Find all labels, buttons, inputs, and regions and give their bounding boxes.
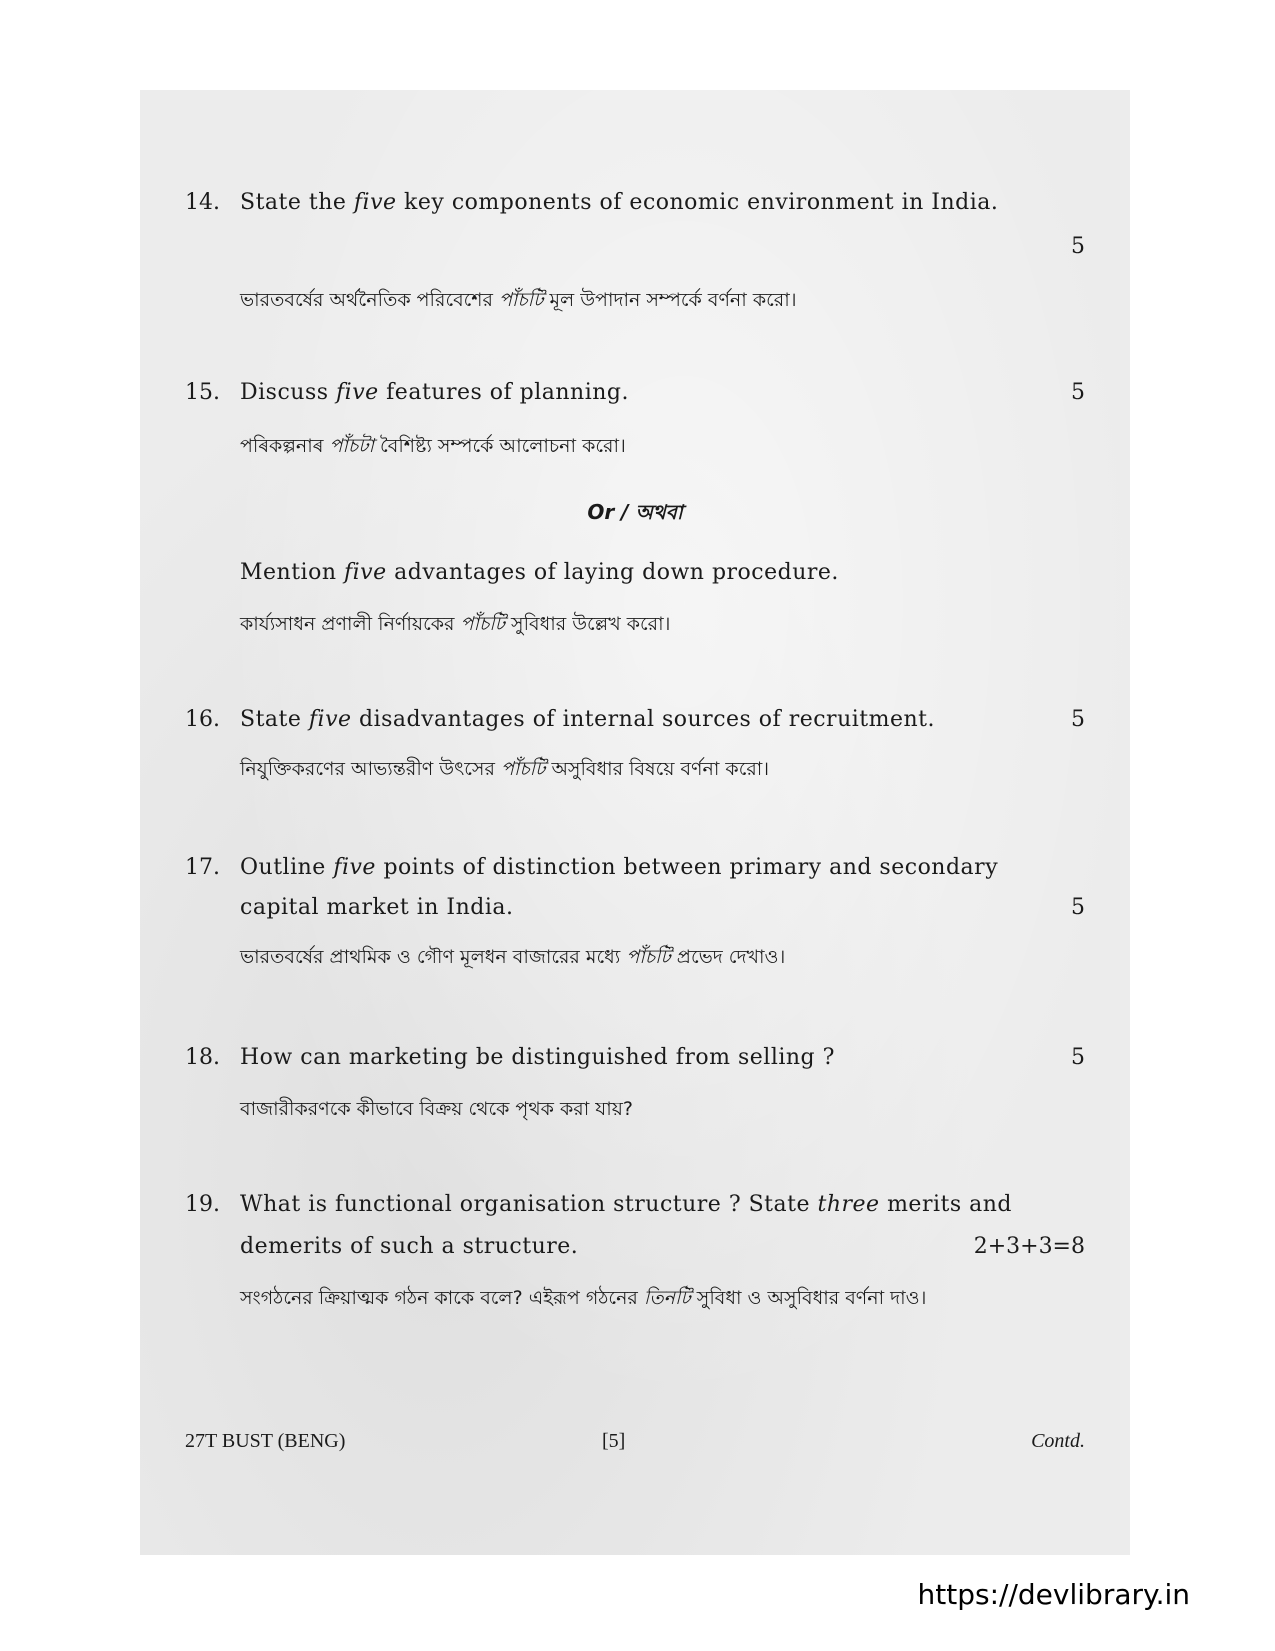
question-marks: 5	[1071, 707, 1085, 732]
question-text-en-line1: What is functional organisation structure ? State three merits and	[240, 1192, 1012, 1217]
question-text-en-line1: Outline five points of distinction between primary and secondary	[240, 855, 999, 880]
question-text-en-line2: capital market in India.	[240, 895, 514, 920]
question-number: 15.	[185, 380, 220, 405]
question-text-en: Mention five advantages of laying down procedure.	[240, 560, 839, 585]
question-marks: 5	[1071, 380, 1085, 405]
question-text-en: Discuss five features of planning.	[240, 380, 630, 405]
continued-label: Contd.	[1031, 1430, 1085, 1452]
source-url: https://devlibrary.in	[917, 1578, 1190, 1611]
question-text-en: How can marketing be distinguished from selling ?	[240, 1045, 835, 1070]
page-number: [5]	[602, 1430, 626, 1452]
question-marks: 5	[1071, 895, 1085, 920]
question-marks: 2+3+3=8	[973, 1234, 1085, 1259]
question-text-bn: সংগঠনের ক্রিয়াত্মক গঠন কাকে বলে? এইরূপ গঠনের তিনটি সুবিধা ও অসুবিধার বর্ণনা দাও।	[240, 1287, 927, 1309]
question-number: 17.	[185, 855, 220, 880]
question-marks: 5	[1071, 1045, 1085, 1070]
or-divider: Or / অথবা	[587, 500, 683, 524]
question-text-bn: বাজারীকরণকে কীভাবে বিক্রয় থেকে পৃথক করা যায়?	[240, 1098, 633, 1120]
question-text-bn: পৰিকল্পনাৰ পাঁচটা বৈশিষ্ট্য সম্পর্কে আলোচনা করো।	[240, 435, 626, 457]
question-number: 18.	[185, 1045, 220, 1070]
question-text-en: State the five key components of economic environment in India.	[240, 190, 999, 215]
question-number: 16.	[185, 707, 220, 732]
question-text-bn: ভারতবর্ষের অর্থনৈতিক পরিবেশের পাঁচটি মূল উপাদান সম্পর্কে বর্ণনা করো।	[240, 289, 797, 311]
question-number: 14.	[185, 190, 220, 215]
question-number: 19.	[185, 1192, 220, 1217]
question-marks: 5	[1071, 234, 1085, 259]
question-text-en-line2: demerits of such a structure.	[240, 1234, 579, 1259]
question-text-bn: কার্য্যসাধন প্রণালী নির্ণায়কের পাঁচটি সুবিধার উল্লেখ করো।	[240, 613, 671, 635]
question-text-bn: ভারতবর্ষের প্রাথমিক ও গৌণ মূলধন বাজারের মধ্যে পাঁচটি প্রভেদ দেখাও।	[240, 946, 786, 968]
question-text-bn: নিযুক্তিকরণের আভ্যন্তরীণ উৎসের পাঁচটি অসুবিধার বিষয়ে বর্ণনা করো।	[240, 758, 770, 780]
paper-code: 27T BUST (BENG)	[185, 1430, 346, 1452]
exam-page	[140, 90, 1130, 1555]
question-text-en: State five disadvantages of internal sources of recruitment.	[240, 707, 935, 732]
